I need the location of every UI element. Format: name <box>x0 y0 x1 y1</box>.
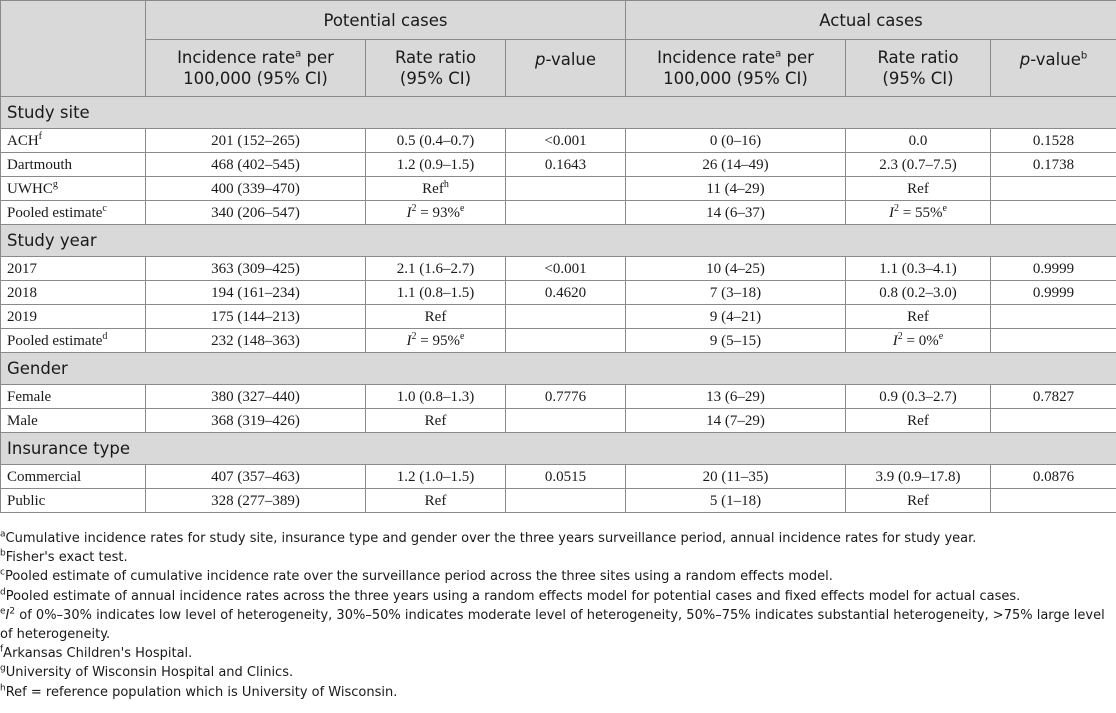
col-pvalue-actual: p-value$^b$ <box>991 40 1116 97</box>
col-pvalue-potential: p-value <box>506 40 626 97</box>
col-rate-ratio-actual: Rate ratio (95% CI) <box>846 40 991 97</box>
section-study-site: Study site <box>1 97 1116 129</box>
table-row: Pooled estimate$^c$ 340 (206–547) $I^2 = 93\%^e$ 14 (6–37) $I^2 = 55\%^e$ <box>1 201 1116 225</box>
footnote-e: $^eI^2$ of 0%–30% indicates low level of heterogeneity, 30%–50% indicates moderate level of heterogeneity, 50%–75% indicates substantial heterogeneity, >75% large level of heterogeneity. <box>0 606 1105 643</box>
col-incidence-actual: Incidence rate$^a$ per 100,000 (95% CI) <box>626 40 846 97</box>
table-row: Dartmouth 468 (402–545) 1.2 (0.9–1.5) 0.1643 26 (14–49) 2.3 (0.7–7.5) 0.1738 <box>1 153 1116 177</box>
table-row: Female 380 (327–440) 1.0 (0.8–1.3) 0.7776 13 (6–29) 0.9 (0.3–2.7) 0.7827 <box>1 385 1116 409</box>
section-gender: Gender <box>1 353 1116 385</box>
footnote-c: $^c$Pooled estimate of cumulative incidence rate over the surveillance period across the three sites using a random effects model. <box>0 568 833 585</box>
footnote-f: $^f$Arkansas Children's Hospital. <box>0 644 193 662</box>
footnote-d: $^d$Pooled estimate of annual incidence rates across the three years using a random effects model for potential cases and fixed effects model for actual cases. <box>0 587 1021 604</box>
section-insurance-type: Insurance type <box>1 433 1116 465</box>
footnote-a: $^a$Cumulative incidence rates for study site, insurance type and gender over the three years surveillance period, annual incidence rates for study year. <box>0 529 977 546</box>
table-row: 2019 175 (144–213) Ref 9 (4–21) Ref <box>1 305 1116 329</box>
potential-cases-header: Potential cases <box>146 1 626 40</box>
corner-header <box>1 1 146 97</box>
table-footnotes <box>0 529 1116 702</box>
table-row: Commercial 407 (357–463) 1.2 (1.0–1.5) 0.0515 20 (11–35) 3.9 (0.9–17.8) 0.0876 <box>1 465 1116 489</box>
footnote-b: $^b$Fisher's exact test. <box>0 548 128 566</box>
table-row: Male 368 (319–426) Ref 14 (7–29) Ref <box>1 409 1116 433</box>
col-rate-ratio-potential: Rate ratio (95% CI) <box>366 40 506 97</box>
actual-cases-header: Actual cases <box>626 1 1116 40</box>
table-row: 2018 194 (161–234) 1.1 (0.8–1.5) 0.4620 7 (3–18) 0.8 (0.2–3.0) 0.9999 <box>1 281 1116 305</box>
table-row: ACH$^f$ 201 (152–265) 0.5 (0.4–0.7) <0.001 0 (0–16) 0.0 0.1528 <box>1 129 1116 153</box>
table-row: UWHC$^g$ 400 (339–470) Ref$^h$ 11 (4–29) Ref <box>1 177 1116 201</box>
table-row: 2017 363 (309–425) 2.1 (1.6–2.7) <0.001 10 (4–25) 1.1 (0.3–4.1) 0.9999 <box>1 257 1116 281</box>
table-row: Pooled estimate$^d$ 232 (148–363) $I^2 = 95\%^e$ 9 (5–15) $I^2 = 0\%^e$ <box>1 329 1116 353</box>
section-study-year: Study year <box>1 225 1116 257</box>
table-row: Public 328 (277–389) Ref 5 (1–18) Ref <box>1 489 1116 513</box>
footnote-h: $^h$Ref = reference population which is University of Wisconsin. <box>0 683 398 700</box>
footnote-g: $^g$University of Wisconsin Hospital and Clinics. <box>0 664 294 681</box>
col-incidence-potential: Incidence rate$^a$ per 100,000 (95% CI) <box>146 40 366 97</box>
